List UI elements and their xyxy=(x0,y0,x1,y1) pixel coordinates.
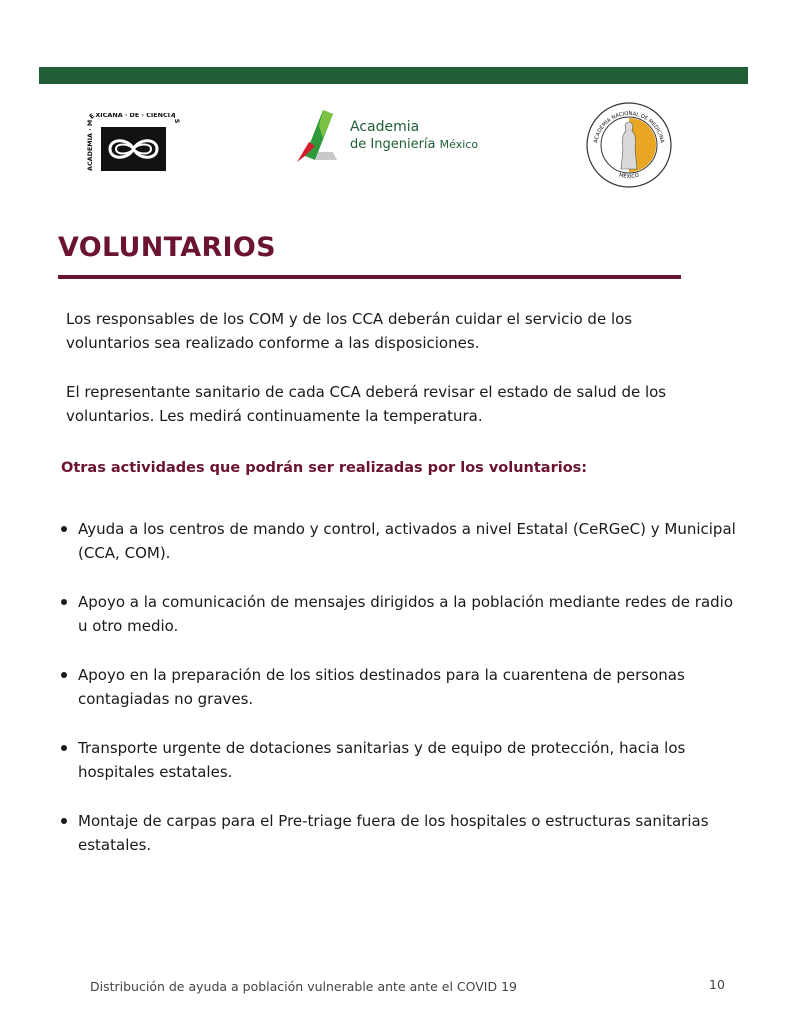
ai-logo-line1: Academia xyxy=(350,119,420,135)
bullet-icon xyxy=(61,672,67,678)
bullet-icon xyxy=(61,599,67,605)
header-bar xyxy=(39,67,748,84)
list-item xyxy=(58,590,738,639)
footer-text: Distribución de ayuda a población vulnerable ante ante el COVID 19 xyxy=(90,979,517,994)
list-item-text: Ayuda a los centros de mando y control, activados a nivel Estatal (CeRGeC) y Municipal (CCA, COM). xyxy=(78,520,736,562)
anm-logo-bottom-text: MÉXICO xyxy=(618,172,640,181)
list-item-text: Montaje de carpas para el Pre-triage fuera de los hospitales o estructuras sanitarias estatales. xyxy=(78,812,709,854)
paragraph-1: Los responsables de los COM y de los CCA deberán cuidar el servicio de los voluntarios sea realizado conforme a las disposiciones. xyxy=(66,310,633,352)
list-item-text: Apoyo en la preparación de los sitios destinados para la cuarentena de personas contagiadas no graves. xyxy=(78,666,685,708)
paragraph-2: El representante sanitario de cada CCA deberá revisar el estado de salud de los voluntarios. Les medirá continuamente la temperatura. xyxy=(66,383,667,425)
anm-logo-top-text: ACADEMIA NACIONAL DE MEDICINA xyxy=(593,110,665,144)
subheading: Otras actividades que podrán ser realizadas por los voluntarios: xyxy=(61,460,588,476)
academia-nacional-de-medicina-logo xyxy=(585,101,673,189)
amc-logo-text: ACADEMIA · MEXICANA · DE · CIENCIAS xyxy=(86,113,182,171)
ai-logo-prefix: de xyxy=(350,137,367,152)
activities-list xyxy=(58,517,738,882)
list-item xyxy=(58,736,738,785)
page-number: 10 xyxy=(709,977,725,992)
bullet-icon xyxy=(61,526,67,532)
list-item-text: Apoyo a la comunicación de mensajes dirigidos a la población mediante redes de radio u otro medio. xyxy=(78,593,734,635)
ai-logo-main: Ingeniería xyxy=(370,137,436,152)
ai-logo-suffix: México xyxy=(439,138,479,151)
bullet-icon xyxy=(61,745,67,751)
page-title: VOLUNTARIOS xyxy=(58,232,276,263)
bullet-icon xyxy=(61,818,67,824)
list-item xyxy=(58,663,738,712)
list-item xyxy=(58,809,738,858)
list-item-text: Transporte urgente de dotaciones sanitarias y de equipo de protección, hacia los hospitales estatales. xyxy=(78,739,686,781)
list-item xyxy=(58,517,738,566)
academia-mexicana-de-ciencias-logo xyxy=(84,113,183,174)
title-underline xyxy=(58,275,681,279)
academia-de-ingenieria-logo xyxy=(293,108,483,168)
